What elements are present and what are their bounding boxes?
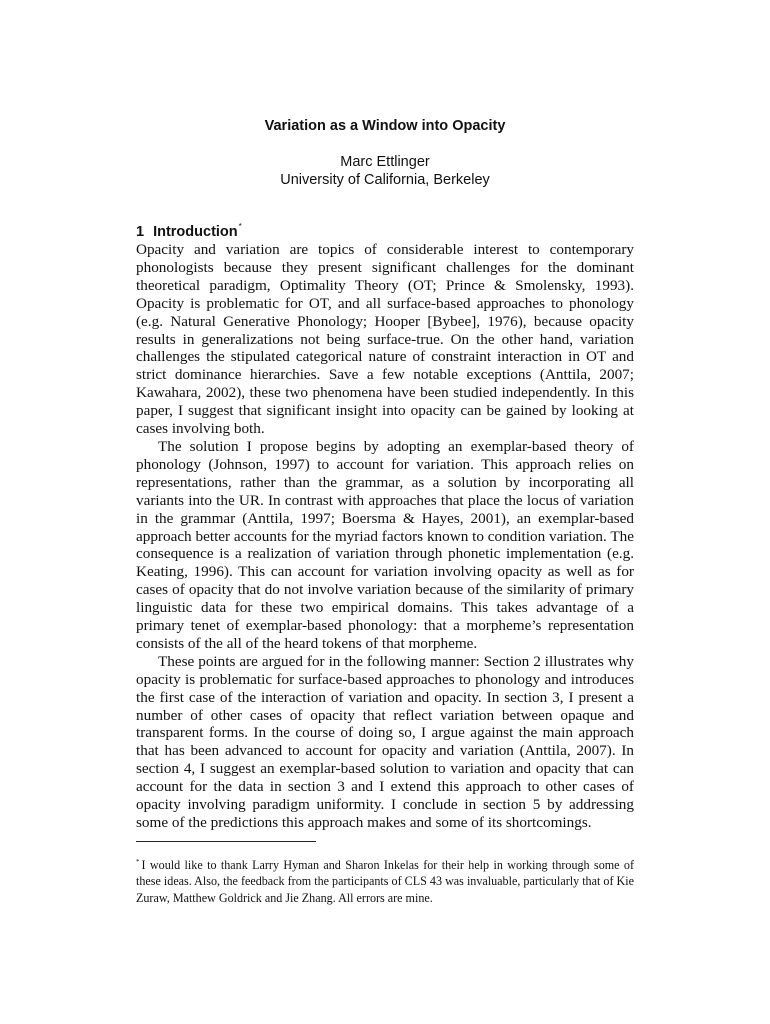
footnote-marker: * [136, 858, 140, 866]
author-name: Marc Ettlinger [340, 154, 430, 170]
author-affiliation: University of California, Berkeley [280, 172, 490, 188]
footnote-text: I would like to thank Larry Hyman and Sharon Inkelas for their help in working through some of these ideas. Also, the feedback from the participants of CLS 43 was invaluable, particularly that of Kie Zuraw, Matthew Goldrick and Jie Zhang. All errors are mine. [136, 858, 634, 905]
paper-title: Variation as a Window into Opacity [264, 118, 506, 134]
body-text [136, 241, 634, 832]
section-heading [136, 223, 242, 241]
paragraph: These points are argued for in the following manner: Section 2 illustrates why opacity is problematic for surface-based approaches to phonology and introduces the first case of the interaction of variation and opacity. In section 3, I present a number of other cases of opacity that reflect variation between opaque and transparent forms. In the course of doing so, I argue against the main approach that has been advanced to account for opacity and variation (Anttila, 2007). In section 4, I suggest an exemplar-based solution to variation and opacity that can account for the data in section 3 and I extend this approach to other cases of opacity involving paradigm uniformity. I conclude in section 5 by addressing some of the predictions this approach makes and some of its shortcomings. [136, 652, 634, 831]
footnote-reference: * [238, 222, 242, 231]
section-title: Introduction [153, 224, 238, 240]
paragraph: Opacity and variation are topics of considerable interest to contemporary phonologists because they present significant challenges for the dominant theoretical paradigm, Optimality Theory (OT; Prince & Smolensky, 1993). Opacity is problematic for OT, and all surface-based approaches to phonology (e.g. Natural Generative Phonology; Hooper [Bybee], 1976), because opacity results in generalizations not being surface-true. On the other hand, variation challenges the stipulated categorical nature of constraint interaction in OT and strict dominance hierarchies. Save a few notable exceptions (Anttila, 2007; Kawahara, 2002), these two phenomena have been studied independently. In this paper, I suggest that significant insight into opacity can be gained by looking at cases involving both. [136, 241, 634, 438]
paragraph: The solution I propose begins by adopting an exemplar-based theory of phonology (Johnson, 1997) to account for variation. This approach relies on representations, rather than the grammar, as a solution by incorporating all variants into the UR. In contrast with approaches that place the locus of variation in the grammar (Anttila, 1997; Boersma & Hayes, 2001), an exemplar-based approach better accounts for the myriad factors known to condition variation. The consequence is a realization of variation through phonetic implementation (e.g. Keating, 1996). This can account for variation involving opacity as well as for cases of opacity that do not involve variation because of the similarity of primary linguistic data for these two empirical domains. This takes advantage of a primary tenet of exemplar-based phonology: that a morpheme’s representation consists of the all of the heard tokens of that morpheme. [136, 437, 634, 652]
footnote-divider [136, 841, 316, 842]
section-number: 1 [136, 224, 145, 240]
footnote [136, 857, 634, 906]
